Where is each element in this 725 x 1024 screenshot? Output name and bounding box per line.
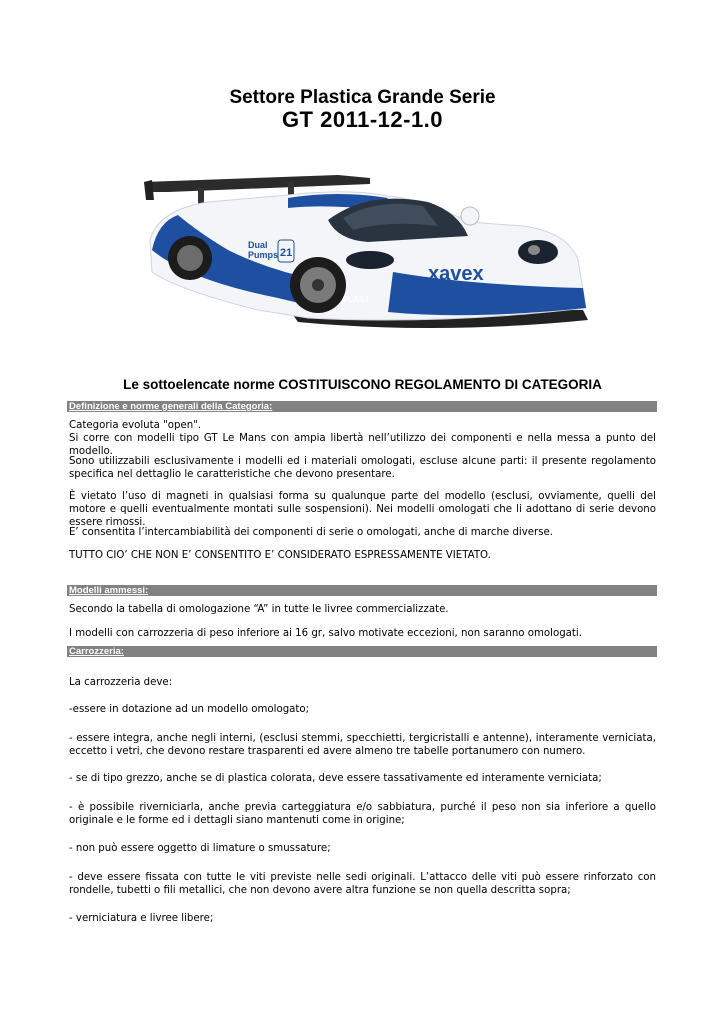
- section-header-modelli: Modelli ammessi:: [67, 585, 657, 596]
- door-logo-2: Pumps: [248, 250, 279, 260]
- race-car-image: [138, 160, 593, 345]
- document-title: Settore Plastica Grande Serie: [229, 87, 496, 108]
- paragraph: - verniciatura e livree libere;: [69, 913, 214, 924]
- paragraph: I modelli con carrozzeria di peso inferiore ai 16 gr, salvo motivate eccezioni, non saranno omologati.: [69, 628, 582, 639]
- livery-sponsor: xavex: [428, 263, 484, 285]
- paragraph: - non può essere oggetto di limature o smussature;: [69, 843, 331, 854]
- section-header-carrozzeria: Carrozzeria:: [67, 646, 657, 657]
- document-code: GT 2011-12-1.0: [281, 107, 444, 132]
- paragraph: - essere integra, anche negli interni, (esclusi stemmi, specchietti, tergicristalli e antenne), interamente verniciata, eccetto i vetri, che devono restare trasparenti ed avere almeno tre tabelle portanumero con numero.: [69, 733, 656, 757]
- paragraph: E’ consentita l’intercambiabilità dei componenti di serie o omologati, anche di marche diverse.: [69, 527, 554, 538]
- headlight-left: [346, 251, 394, 269]
- rear-wing: [144, 175, 370, 192]
- paragraph: - se di tipo grezzo, anche se di plastica colorata, deve essere tassativamente ed interamente verniciata;: [69, 773, 602, 784]
- regulation-heading: Le sottoelencate norme COSTITUISCONO REGOLAMENTO DI CATEGORIA: [123, 377, 602, 392]
- paragraph: -essere in dotazione ad un modello omologato;: [69, 704, 310, 715]
- paragraph: Sono utilizzabili esclusivamente i modelli ed i materiali omologati, escluse alcune parti: il presente regolamento specifica nel dettaglio le caratteristiche che devono presentare.: [69, 456, 656, 480]
- paragraph: È vietato l’uso di magneti in qualsiasi forma su qualunque parte del modello (esclusi, ovviamente, quelli del motore e quelli eventualmente montati sulle sospensioni). Nei modelli omologati che li adottano di serie devono essere rimossi.: [69, 491, 656, 528]
- paragraph: - è possibile riverniciarla, anche previa carteggiatura e/o sabbiatura, purché il peso non sia inferiore a quello originale e le forme ed i dettagli siano mantenuti come in origine;: [69, 802, 656, 826]
- race-number: 21: [280, 247, 293, 259]
- side-brand: PLAST: [343, 295, 370, 304]
- livery-sponsor-sub: Deutsche Bank: [456, 286, 504, 293]
- paragraph: Si corre con modelli tipo GT Le Mans con ampia libertà nell’utilizzo dei componenti e nella messa a punto del modello.: [69, 433, 656, 457]
- paragraph: - deve essere fissata con tutte le viti previste nelle sedi originali. L’attacco delle viti può essere rinforzato con rondelle, tubetti o fili metallici, che non devono avere altra funzione se non quella descritta sopra;: [69, 872, 656, 896]
- paragraph: La carrozzeria deve:: [69, 677, 173, 688]
- paragraph: Secondo la tabella di omologazione “A” in tutte le livree commercializzate.: [69, 604, 449, 615]
- paragraph: Categoria evoluta "open".: [69, 420, 202, 431]
- door-logo-1: Dual: [248, 240, 268, 250]
- section-header-definizione: Definizione e norme generali della Categoria:: [67, 401, 657, 412]
- paragraph: TUTTO CIO’ CHE NON E’ CONSENTITO E’ CONSIDERATO ESPRESSAMENTE VIETATO.: [69, 550, 491, 561]
